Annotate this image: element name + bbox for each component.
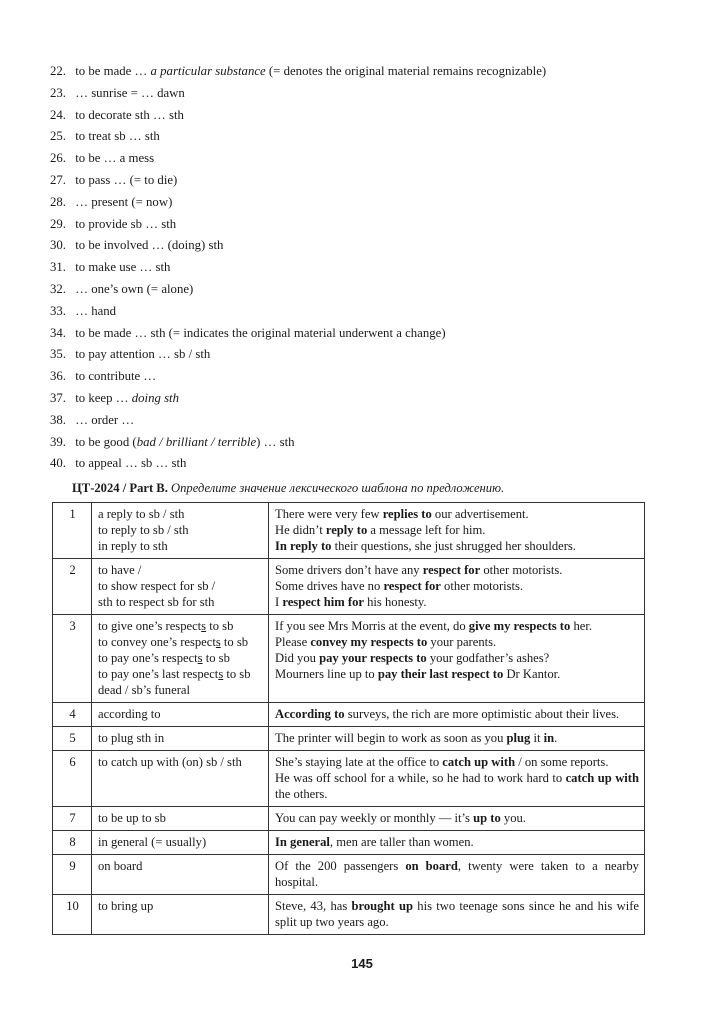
list-item [50,83,690,105]
text-run: respect [282,595,321,609]
example-cell [269,703,645,727]
list-item [50,214,690,236]
text-run: to reply to sb / sth [98,523,189,537]
list-item-number: 24. [50,107,66,122]
text-run: to pay attention … sb / sth [75,347,211,362]
text-run: … hand [75,303,117,318]
table-row [53,703,645,727]
list-item-number: 23. [50,85,66,100]
text-run: to pay one’s last respect [98,667,219,681]
row-number: 10 [53,895,92,935]
list-item [50,170,690,192]
text-run: to be involved … (doing) sth [75,238,224,253]
text-run: to bring up [98,899,154,913]
list-item [50,323,690,345]
text-run: You can pay weekly or monthly — it’s [275,811,474,825]
text-run: catch up with [442,755,516,769]
text-run: for [347,595,364,609]
text-run: convey my respects to [310,635,428,649]
list-item [50,257,690,279]
text-run: … sunrise = … dawn [75,85,185,100]
text-run: to treat sb … sth [75,129,160,144]
phrase-line [98,650,263,666]
phrase-line [98,634,263,650]
text-run: He was off school for a while, so he had to work hard to [275,771,566,785]
list-item-number: 33. [50,303,66,318]
text-run: a message left for him. [367,523,486,537]
phrase-line [98,666,263,682]
row-number: 7 [53,807,92,831]
row-number: 8 [53,831,92,855]
text-run: a reply to sb / sth [98,507,185,521]
text-run: to catch up with (on) sb / sth [98,755,242,769]
text-run: (= denotes the original material remains recognizable) [265,64,547,78]
text-run: your godfather’s ashes? [426,651,550,665]
text-run: bad / brilliant / terrible [136,434,257,449]
text-run: in [543,731,555,745]
phrase-cell [92,831,269,855]
text-run: Some drivers don’t have any [275,563,423,577]
text-run: to pay one’s respect [98,651,198,665]
text-run: to be made … sth (= indicates the original material underwent a change) [75,325,446,340]
phrase-line [98,538,263,554]
phrase-line [98,730,263,746]
text-run: your parents. [427,635,497,649]
text-run: Did you [275,651,320,665]
text-run: s [197,651,203,665]
list-item-number: 34. [50,325,66,340]
page-number: 145 [351,956,373,971]
list-item-number: 35. [50,347,66,362]
list-item-number: 31. [50,260,66,275]
text-run: his honesty. [363,595,427,609]
row-number: 6 [53,751,92,807]
text-run: his two teenage sons since he and his wife split up two years ago. [275,899,639,929]
example-cell [269,559,645,615]
list-item [50,148,690,170]
example-line [275,754,639,770]
text-run: according to [98,707,161,721]
row-number: 9 [53,855,92,895]
text-run: I [275,595,283,609]
text-run: to plug sth in [98,731,165,745]
text-run: Dr Kantor. [503,667,561,681]
text-run: to keep … [75,390,132,405]
table-row [53,855,645,895]
list-item [50,235,690,257]
expression-list [50,61,690,475]
text-run: Mourners line up to [275,667,378,681]
phrase-line [98,522,263,538]
text-run: surveys, the rich are more optimistic about their lives. [344,707,620,721]
list-item-number: 26. [50,151,66,166]
text-run: to convey one’s respect [98,635,216,649]
example-cell [269,895,645,935]
text-run: In reply to [275,539,332,553]
row-number: 1 [53,503,92,559]
list-item [50,410,690,432]
phrase-line [98,754,263,770]
list-item [50,105,690,127]
text-run: their questions, she just shrugged her shoulders. [331,539,576,553]
phrase-cell [92,703,269,727]
example-line [275,578,639,594]
phrase-cell [92,727,269,751]
text-run: in reply to sth [98,539,168,553]
list-item-number: 25. [50,129,66,144]
text-run: Of the 200 passengers [275,859,406,873]
text-run: … order … [75,412,135,427]
text-run: If you see Mrs Morris at the event, do [275,619,469,633]
text-run: to sb [202,651,230,665]
list-item-number: 38. [50,412,66,427]
list-item [50,344,690,366]
text-run: In general [275,835,330,849]
table-row [53,807,645,831]
text-run: other motorists. [440,579,524,593]
list-item [50,388,690,410]
text-run: respect for [383,579,441,593]
list-item [50,453,690,475]
list-item [50,301,690,323]
text-run: Steve, 43, has [275,899,352,913]
phrase-cell [92,615,269,703]
text-run: on board [405,859,458,873]
text-run: the others. [275,787,328,801]
section-heading [72,481,504,496]
text-run: According to [275,707,345,721]
phrase-cell [92,751,269,807]
text-run: s [215,635,221,649]
list-item-number: 40. [50,456,66,471]
example-cell [269,831,645,855]
text-run: you. [500,811,526,825]
list-item [50,279,690,301]
text-run: She’s staying late at the office to [275,755,443,769]
phrase-cell [92,503,269,559]
text-run: to be up to sb [98,811,166,825]
text-run: ) … sth [256,434,295,449]
text-run: to have / [98,563,142,577]
text-run: , men are taller than women. [329,835,474,849]
table-row [53,895,645,935]
list-item [50,61,690,83]
example-line [275,898,639,930]
row-number: 3 [53,615,92,703]
phrase-line [98,578,263,594]
text-run: s [201,619,207,633]
text-run: to sb [223,667,251,681]
text-run: to give one’s respect [98,619,202,633]
example-cell [269,751,645,807]
text-run: s [218,667,224,681]
text-run: to show respect for sb / [98,579,216,593]
text-run: to appeal … sb … sth [75,456,187,471]
text-run: up to [473,811,501,825]
table-row [53,559,645,615]
example-line [275,706,639,722]
list-item-number: 37. [50,390,66,405]
phrase-cell [92,895,269,935]
text-run: it [530,731,544,745]
text-run: … one’s own (= alone) [75,281,194,296]
text-run: to make use … sth [75,260,171,275]
example-line [275,730,639,746]
table-row [53,831,645,855]
phrase-cell [92,559,269,615]
example-line [275,618,639,634]
example-cell [269,807,645,831]
row-number: 2 [53,559,92,615]
example-line [275,650,639,666]
phrase-line [98,810,263,826]
text-run: reply to [325,523,368,537]
table-row [53,751,645,807]
text-run: to sb [220,635,249,649]
list-item-number: 39. [50,434,66,449]
text-run: our advertisement. [431,507,529,521]
phrase-cell [92,855,269,895]
list-item [50,126,690,148]
text-run: her. [570,619,592,633]
phrase-line [98,682,263,698]
text-run: pay their last respect to [377,667,504,681]
phrase-cell [92,807,269,831]
example-line [275,594,639,610]
text-run: sth to respect sb for sth [98,595,215,609]
phrase-table [52,502,645,935]
text-run: to contribute … [75,369,157,384]
example-line [275,538,639,554]
example-cell [269,727,645,751]
phrase-line [98,706,263,722]
text-run: a particular substance [150,64,266,78]
text-run: to be … a mess [75,151,155,166]
list-item [50,192,690,214]
text-run: to decorate sth … sth [75,107,184,122]
text-run: , twenty were taken to a nearby hospital. [275,859,639,889]
text-run: He didn’t [275,523,326,537]
list-item [50,366,690,388]
phrase-line [98,618,263,634]
example-line [275,522,639,538]
text-run: to provide sb … sth [75,216,177,231]
phrase-line [98,834,263,850]
row-number: 4 [53,703,92,727]
table-row [53,503,645,559]
table-row [53,615,645,703]
list-item-number: 29. [50,216,66,231]
text-run: to be made … [75,64,151,78]
text-run: dead / sb’s funeral [98,683,190,697]
example-line [275,666,639,682]
text-run: other motorists. [480,563,563,577]
phrase-line [98,898,263,914]
list-item-number: 30. [50,238,66,253]
text-run: to pass … (= to die) [75,172,178,187]
example-cell [269,615,645,703]
list-item [50,432,690,454]
list-item-number: 36. [50,369,66,384]
text-run: Please [275,635,311,649]
text-run: . [554,731,558,745]
text-run: respect for [422,563,481,577]
example-cell [269,855,645,895]
list-item-number: 32. [50,281,66,296]
table-row [53,727,645,751]
text-run: Some drives have no [275,579,384,593]
phrase-line [98,858,263,874]
phrase-table-body [53,503,645,935]
example-line [275,562,639,578]
text-run: There were very few [275,507,383,521]
text-run: … present (= now) [75,194,173,209]
example-line [275,834,639,850]
phrase-line [98,506,263,522]
list-item-number: 22. [50,64,66,78]
heading-label: ЦТ-2024 / Part B. [72,481,168,495]
example-line [275,770,639,802]
text-run: doing sth [131,390,180,405]
text-run: plug [506,731,531,745]
phrase-line [98,562,263,578]
text-run: to sb [206,619,234,633]
list-item-number: 28. [50,194,66,209]
row-number: 5 [53,727,92,751]
example-line [275,634,639,650]
text-run: The printer will begin to work as soon as you [275,731,507,745]
example-line [275,858,639,890]
text-run: / on some reports. [515,755,609,769]
example-line [275,506,639,522]
text-run: in general (= usually) [98,835,207,849]
text-run: pay your respects to [319,651,427,665]
example-cell [269,503,645,559]
text-run: catch up with [565,771,639,785]
list-item-number: 27. [50,172,66,187]
text-run: on board [98,859,143,873]
phrase-line [98,594,263,610]
text-run: give my respects to [468,619,571,633]
text-run: to be good ( [75,434,137,449]
text-run: him [323,595,345,609]
text-run: replies to [382,507,432,521]
example-line [275,810,639,826]
heading-instruction: Определите значение лексического шаблона по предложению. [171,481,505,495]
text-run: brought up [351,899,413,913]
